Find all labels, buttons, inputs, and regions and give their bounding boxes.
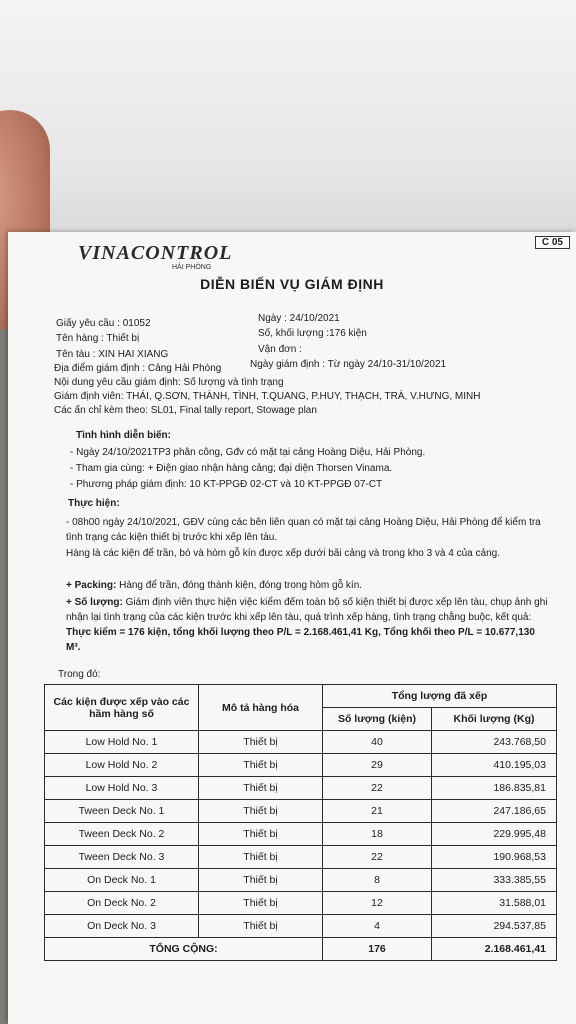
total-qty: 176 [323,938,432,961]
table-row [45,915,557,938]
document-title: DIỄN BIẾN VỤ GIÁM ĐỊNH [200,276,384,292]
table-row [45,800,557,823]
row-hold: On Deck No. 2 [45,892,199,915]
row-hold: On Deck No. 1 [45,869,199,892]
row-qty: 22 [323,777,432,800]
quantity-text: Giám định viên thực hiện việc kiểm đếm toàn bộ số kiện thiết bị được xếp lên tàu, chụp ảnh ghi nhận lại tình trạng của các kiện trước khi xếp lên tàu, quá trình xếp hàng, tình trạng chằng buộc, kết quả: [66,597,548,623]
table-row [45,777,557,800]
table-row [45,869,557,892]
request-field: Giấy yêu cầu : 01052 [56,318,151,329]
row-desc: Thiết bị [199,869,323,892]
table-row [45,892,557,915]
situation-line-1: - Ngày 24/10/2021TP3 phân công, Gđv có mặt tại cảng Hoàng Diệu, Hải Phòng. [70,447,426,458]
quantity-label: + Số lượng: [66,597,123,608]
total-weight: 2.168.461,41 [432,938,557,961]
row-weight: 410.195,03 [432,754,557,777]
bill-field: Vận đơn : [258,344,302,355]
row-weight: 243.768,50 [432,731,557,754]
table-row [45,731,557,754]
col-weight-header: Khối lượng (Kg) [432,708,557,731]
inspect-date-field: Ngày giám định : Từ ngày 24/10-31/10/2021 [250,359,447,370]
table-row [45,823,557,846]
packing-text: Hàng để trần, đóng thành kiện, đóng trong hòm gỗ kín. [116,580,363,591]
row-hold: Tween Deck No. 1 [45,800,199,823]
date-field: Ngày : 24/10/2021 [258,313,340,324]
col-total-header: Tổng lượng đã xếp [323,685,557,708]
packing-label: + Packing: [66,580,117,591]
row-weight: 31.588,01 [432,892,557,915]
quantity-result: Thực kiểm = 176 kiện, tổng khối lượng theo P/L = 2.168.461,41 Kg, Tổng khối theo P/L = 10.677,130 M³. [66,627,535,653]
row-hold: Low Hold No. 3 [45,777,199,800]
situation-heading: Tình hình diễn biến: [76,430,171,441]
company-logo-sub: HẢI PHÒNG [172,264,212,271]
quantity-para [66,595,552,655]
table-row [45,846,557,869]
content-field: Nội dung yêu cầu giám định: Số lượng và tình trạng [54,377,284,388]
row-weight: 186.835,81 [432,777,557,800]
background-sheet [0,0,576,245]
row-desc: Thiết bị [199,823,323,846]
row-qty: 21 [323,800,432,823]
quantity-field: Số, khối lượng :176 kiện [258,328,367,339]
situation-line-2: - Tham gia cùng: + Điện giao nhận hàng cảng; đại diện Thorsen Vinama. [70,463,393,474]
row-desc: Thiết bị [199,731,323,754]
row-weight: 333.385,55 [432,869,557,892]
col-desc-header: Mô tả hàng hóa [199,685,323,731]
in-which-label: Trong đó: [58,669,101,680]
total-row [45,938,557,961]
row-hold: On Deck No. 3 [45,915,199,938]
row-hold: Tween Deck No. 3 [45,846,199,869]
execution-heading: Thực hiện: [68,498,120,509]
row-desc: Thiết bị [199,846,323,869]
attachments-field: Các ấn chỉ kèm theo: SL01, Final tally report, Stowage plan [54,405,317,416]
row-desc: Thiết bị [199,754,323,777]
row-hold: Low Hold No. 1 [45,731,199,754]
packing-para [66,578,552,593]
row-qty: 18 [323,823,432,846]
inspectors-field: Giám định viên: THÁI, Q.SƠN, THÀNH, TÌNH, T.QUANG, P.HUY, THẠCH, TRÀ, V.HƯNG, MINH [54,391,481,402]
row-weight: 294.537,85 [432,915,557,938]
row-hold: Tween Deck No. 2 [45,823,199,846]
stowage-table [44,684,557,961]
document-page [8,232,576,1024]
row-desc: Thiết bị [199,892,323,915]
doc-code: C 05 [535,236,570,249]
row-qty: 12 [323,892,432,915]
row-weight: 247.186,65 [432,800,557,823]
company-logo: VINACONTROL [78,242,233,264]
total-label: TỔNG CỘNG: [45,938,323,961]
row-qty: 22 [323,846,432,869]
execution-para-1: - 08h00 ngày 24/10/2021, GĐV cùng các bên liên quan có mặt tại cảng Hoàng Diệu, Hải Phòng để kiểm tra tình trạng các kiện thiết bị trước khi xếp lên tàu. [66,517,541,543]
situation-line-3: - Phương pháp giám định: 10 KT-PPGĐ 02-CT và 10 KT-PPGĐ 07-CT [70,479,383,490]
row-weight: 190.968,53 [432,846,557,869]
goods-field: Tên hàng : Thiết bị [56,333,140,344]
execution-para-2: Hàng là các kiện để trần, bó và hòm gỗ kín được xếp dưới bãi cảng và trong kho 3 và 4 của cảng. [66,548,500,559]
row-desc: Thiết bị [199,777,323,800]
row-desc: Thiết bị [199,915,323,938]
row-hold: Low Hold No. 2 [45,754,199,777]
col-hold-header: Các kiện được xếp vào các hầm hàng số [45,685,199,731]
row-qty: 40 [323,731,432,754]
row-desc: Thiết bị [199,800,323,823]
place-field: Địa điểm giám định : Cảng Hải Phòng [54,363,222,374]
row-qty: 29 [323,754,432,777]
table-row [45,754,557,777]
ship-field: Tên tàu : XIN HAI XIANG [56,349,169,360]
row-weight: 229.995,48 [432,823,557,846]
row-qty: 8 [323,869,432,892]
row-qty: 4 [323,915,432,938]
col-qty-header: Số lượng (kiện) [323,708,432,731]
